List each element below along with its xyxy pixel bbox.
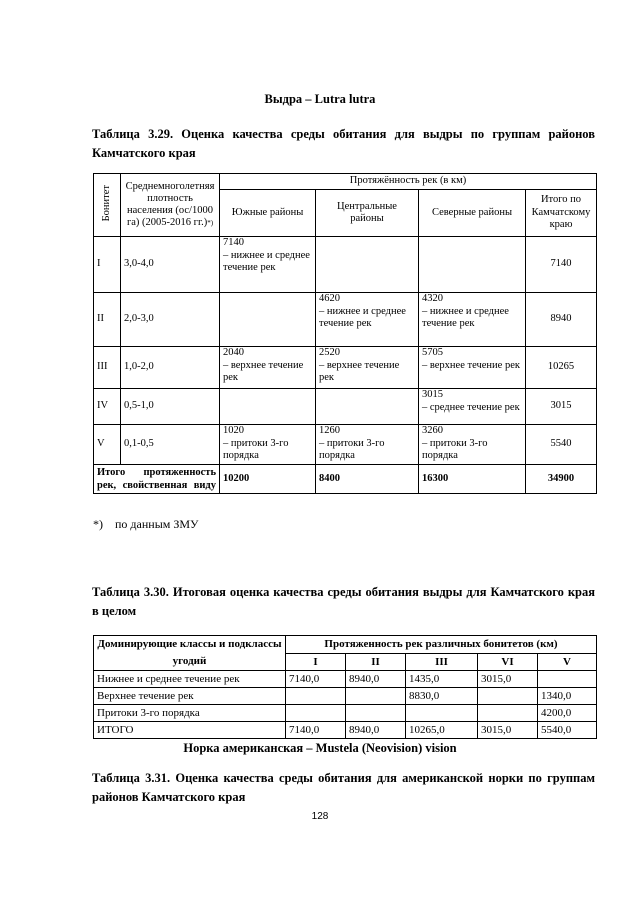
footnote: *) по данным ЗМУ [93, 517, 199, 531]
value-cell [286, 688, 346, 705]
value-cell: 4200,0 [538, 705, 597, 722]
total-cell: 5540 [526, 425, 597, 465]
density-cell: 0,5-1,0 [121, 389, 220, 425]
density-cell: 0,1-0,5 [121, 425, 220, 465]
section-title: Выдра – Lutra lutra [264, 92, 376, 106]
value-cell: 3015,0 [478, 671, 538, 688]
value-cell [346, 688, 406, 705]
value-cell [286, 705, 346, 722]
value-cell [538, 671, 597, 688]
bonitet-cell: V [94, 425, 121, 465]
north-cell: 3260 – притоки 3-го порядка [419, 425, 526, 465]
header-bonitet-col: V [538, 653, 597, 671]
row-label: Верхнее течение рек [94, 688, 286, 705]
density-cell: 2,0-3,0 [121, 293, 220, 347]
total-all: 34900 [526, 465, 597, 494]
south-cell [220, 389, 316, 425]
total-central: 8400 [316, 465, 419, 494]
value-cell: 10265,0 [406, 722, 478, 739]
page-number: 128 [311, 811, 329, 822]
value-cell: 7140,0 [286, 671, 346, 688]
table-3-30 [93, 635, 597, 739]
header-south: Южные районы [220, 190, 316, 237]
table-row [94, 347, 597, 389]
value-cell: 1340,0 [538, 688, 597, 705]
north-cell: 3015 – среднее течение рек [419, 389, 526, 425]
row-label: Нижнее и среднее течение рек [94, 671, 286, 688]
value-cell [478, 705, 538, 722]
central-cell: 2520 – верхнее течение рек [316, 347, 419, 389]
header-bonitet-col: III [406, 653, 478, 671]
bonitet-cell: III [94, 347, 121, 389]
value-cell: 3015,0 [478, 722, 538, 739]
table-3-29 [93, 173, 597, 494]
table-row [94, 389, 597, 425]
density-cell: 3,0-4,0 [121, 237, 220, 293]
total-cell: 7140 [526, 237, 597, 293]
header-river-length: Протяженность рек различных бонитетов (км) [286, 636, 597, 654]
central-cell [316, 237, 419, 293]
header-bonitet: Бонитет [94, 174, 121, 237]
south-cell [220, 293, 316, 347]
value-cell [478, 688, 538, 705]
value-cell: 1435,0 [406, 671, 478, 688]
table-row [94, 293, 597, 347]
header-north: Северные районы [419, 190, 526, 237]
total-south: 10200 [220, 465, 316, 494]
header-bonitet-col: II [346, 653, 406, 671]
bonitet-cell: I [94, 237, 121, 293]
header-bonitet-col: I [286, 653, 346, 671]
value-cell: 5540,0 [538, 722, 597, 739]
south-cell: 2040 – верхнее течение рек [220, 347, 316, 389]
central-cell [316, 389, 419, 425]
row-label: Притоки 3-го порядка [94, 705, 286, 722]
value-cell: 8830,0 [406, 688, 478, 705]
table-row [94, 705, 597, 722]
value-cell [406, 705, 478, 722]
north-cell: 5705 – верхнее течение рек [419, 347, 526, 389]
table-row [94, 688, 597, 705]
row-label: ИТОГО [94, 722, 286, 739]
total-north: 16300 [419, 465, 526, 494]
table-3-29-caption: Таблица 3.29. Оценка качества среды обитания для выдры по группам районов Камчатского края [92, 127, 595, 160]
header-total: Итого по Камчатскому краю [526, 190, 597, 237]
bonitet-cell: IV [94, 389, 121, 425]
south-cell: 1020 – притоки 3-го порядка [220, 425, 316, 465]
central-cell: 4620 – нижнее и среднее течение рек [316, 293, 419, 347]
value-cell: 8940,0 [346, 722, 406, 739]
south-cell: 7140 – нижнее и среднее течение рек [220, 237, 316, 293]
total-cell: 10265 [526, 347, 597, 389]
table-row [94, 722, 597, 739]
north-cell [419, 237, 526, 293]
mink-title: Норка американская – Mustela (Neovision) vision [183, 741, 457, 755]
table-row [94, 425, 597, 465]
table-row [94, 671, 597, 688]
header-land-classes: Доминирующие классы и подклассы угодий [94, 636, 286, 671]
north-cell: 4320 – нижнее и среднее течение рек [419, 293, 526, 347]
total-cell: 8940 [526, 293, 597, 347]
header-length: Протяжённость рек (в км) [220, 174, 597, 190]
header-central: Центральные районы [316, 190, 419, 237]
total-cell: 3015 [526, 389, 597, 425]
header-density: Среднемноголетняя плотность населения (ос/1000 га) (2005-2016 гг.)*) [121, 174, 220, 237]
density-cell: 1,0-2,0 [121, 347, 220, 389]
bonitet-cell: II [94, 293, 121, 347]
table-row [94, 237, 597, 293]
table-3-30-caption: Таблица 3.30. Итоговая оценка качества среды обитания выдры для Камчатского края в целом [92, 585, 595, 618]
value-cell [346, 705, 406, 722]
central-cell: 1260 – притоки 3-го порядка [316, 425, 419, 465]
total-row-label: Итого протяженность рек, свойственная виду [94, 465, 220, 494]
value-cell: 7140,0 [286, 722, 346, 739]
header-bonitet-col: VI [478, 653, 538, 671]
table-3-31-caption: Таблица 3.31. Оценка качества среды обитания для американской норки по группам районов Камчатского края [92, 771, 595, 804]
value-cell: 8940,0 [346, 671, 406, 688]
